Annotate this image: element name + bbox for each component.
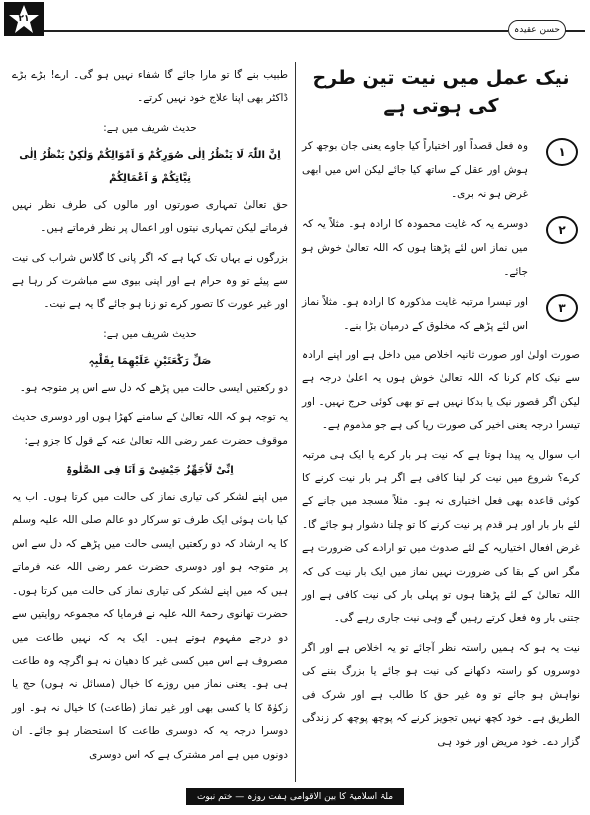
- paragraph: طبیب بنے گا تو مارا جائے گا شفاء نہیں ہو گی۔ ارے! بڑے بڑے ڈاکٹر بھی اپنا علاج خود نہیں کرتے۔: [12, 69, 288, 105]
- running-head: حسن عقیدہ: [508, 20, 566, 40]
- arabic-quote: اِنَّ اللّٰہَ لَا یَنْظُرُ اِلٰی صُوَرِکُمْ وَ اَمْوَالِکُمْ وَلٰکِنْ یَنْظُرُ اِلٰی نِیَّاتِکُمْ وَ اَعْمَالِکُمْ: [19, 149, 281, 184]
- item-number: ١: [546, 138, 578, 166]
- paragraph: حق تعالیٰ تمہاری صورتوں اور مالوں کی طرف نظر نہیں فرماتے لیکن تمہاری نیتوں اور اعمال پر نظر فرماتے ہیں۔: [12, 198, 288, 235]
- hadith-heading: حدیث شریف میں ہے:: [103, 122, 197, 134]
- header-rule-right: [565, 30, 585, 32]
- arabic-quote: اِنِّیْ لَاُجَھِّزُ جَیْشِیْ وَ اَنَا فِی الصَّلٰوۃِ: [66, 465, 234, 477]
- page-number-badge: [4, 2, 44, 36]
- list-item: [302, 290, 580, 338]
- left-column: [12, 64, 288, 773]
- list-item: [302, 212, 580, 284]
- paragraph: دو رکعتیں ایسی حالت میں پڑھے کہ دل سے اس پر متوجہ ہو۔: [19, 381, 288, 394]
- paragraph: نیت یہ ہو کہ ہمیں راستہ نظر آجائے تو یہ اخلاص ہے اور اگر دوسروں کو راستہ دکھانے کی نیت ہو جائے یا بزرگ بننے کی نواہش ہو جائے تو وہ غیر حق کا طالب ہے اور شرک فی الطریق ہے۔ خود کچھ نہیں تجویز کرنے کہ پوچھ پوچھ کر زندگی گزار دے۔ خود مریض اور خود ہی: [302, 641, 580, 748]
- header-rule: [44, 30, 508, 32]
- item-number: ٣: [546, 294, 578, 322]
- paragraph: میں اپنے لشکر کی تیاری نماز کی حالت میں کرتا ہوں۔ اب یہ کیا بات ہوئی ایک طرف تو سرکار دو عالم صلی اللہ علیہ وسلم کا یہ ارشاد کہ دو رکعتیں ایسی حالت میں پڑھے کہ دل سے اس پر متوجہ ہو اور دوسری حضرت عمر رضی اللہ عنہ فرماتے ہیں کہ میں اپنے لشکر کی تیاری نماز کی حالت میں کرتا ہوں۔ حضرت تھانوی رحمۃ اللہ علیہ نے فرمایا کہ مجموعہ روایتیں سے دو درجے مفہوم ہوتے ہیں۔ ایک یہ کہ نہیں طاعت میں مصروف ہے اس میں کسی غیر کا دھیان نہ ہو اگرچہ وہ طاعت ہی ہو۔ یعنی نماز میں روزے کا خیال (مسائل نہ ہوں) حج یا زکوٰۃ کا یا کسی بھی اور غیر نماز (طاعت) کا خیال نہ ہو۔ اور دوسرا درجہ یہ کہ دوسری طاعت کا استحضار ہو جائے۔ ان دونوں میں ہے امر مشترک ہے کہ اس دوسری: [12, 491, 288, 761]
- list-item: [302, 134, 580, 206]
- item-text: وہ فعل قصداً اور اختیاراً کیا جاوے یعنی جان بوجھ کر ہوش اور عقل کے ساتھ کیا جائے لیکن اس میں ابھی غرض ہو نہ بری۔: [302, 140, 528, 200]
- item-text: دوسرے یہ کہ غایت محمودہ کا ارادہ ہو۔ مثلاً یہ کہ میں نماز اس لئے پڑھتا ہوں کہ اللہ تعالیٰ خوش ہو جائے۔: [302, 218, 528, 278]
- hadith-heading: حدیث شریف میں ہے:: [103, 328, 197, 340]
- arabic-quote: صَلِّ رَکْعَتَیْنِ عَلَیْھِمَا بِقَلْبِہٖ: [88, 355, 212, 367]
- right-column: [302, 64, 580, 760]
- article-title: نیک عمل میں نیت تین طرح کی ہوتی ہے: [312, 67, 570, 117]
- item-text: اور تیسرا مرتبہ غایت مذکورہ کا ارادہ ہو۔ مثلاً نماز اس لئے پڑھے کہ مخلوق کے درمیان بڑا بنے۔: [302, 296, 528, 332]
- paragraph: بزرگوں نے یہاں تک کہا ہے کہ اگر پانی کا گلاس شراب کی نیت سے پیئے تو وہ حرام ہے اور اپنی بیوی سے مباشرت کر رہا ہے اور غیر عورت کا تصور کرے تو زنا ہو جائے گا یہ ہے نیت۔: [12, 251, 288, 311]
- page-number: ۲۱: [18, 14, 30, 24]
- paragraph: صورت اولیٰ اور صورت ثانیہ اخلاص میں داخل ہے اور اپنے ارادہ سے نیک کام کرنا کہ اللہ تعالیٰ خوش ہوں یہ اعلیٰ درجہ ہے لیکن اگر قصور نیک یا بدکا نہیں ہے تو بھی کوئی حرج نہیں۔ اور تیسرا درجہ یعنی اخیر کی صورت ریا کی ہے جو مذموم ہے۔: [302, 349, 580, 432]
- item-number: ٢: [546, 216, 578, 244]
- paragraph: اب سوال یہ پیدا ہوتا ہے کہ نیت ہر بار کرے یا ایک ہی مرتبہ کرے؟ شروع میں نیت کر لینا کافی ہے اگر ہر بار نیت کرنے کا کوئی قاعدہ بھی فعل اختیاری نہ ہو۔ مثلاً مسجد میں جانے کے لئے بار بار اور ہر قدم پر نیت کرنے کا تو چلنا دشوار ہو جائے گا۔ غرض افعال اختیاریہ کے لئے صدوث میں تو ارادے کی ضرورت ہے مگر اس کے بقا کی ضرورت نہیں نماز میں ایک بار نیت کی کہ اللہ تعالیٰ کے لئے پڑھتا ہوں تو پہلی بار کی نیت کافی ہے اور جتنی بار وہ فعل کرتے رہیں گے وہی نیت جاری رہے گی۔: [302, 448, 580, 625]
- column-divider: [295, 62, 296, 782]
- footer-banner: ملۃ اسلامیۃ کا بین الاقوامی ہفت روزہ — ختم نبوت: [186, 788, 404, 805]
- paragraph: یہ توجہ ہو کہ اللہ تعالیٰ کے سامنے کھڑا ہوں اور دوسری حدیث موقوف حضرت عمر رضی اللہ تعالیٰ عنہ کے قول کا جزو ہے:: [12, 411, 288, 447]
